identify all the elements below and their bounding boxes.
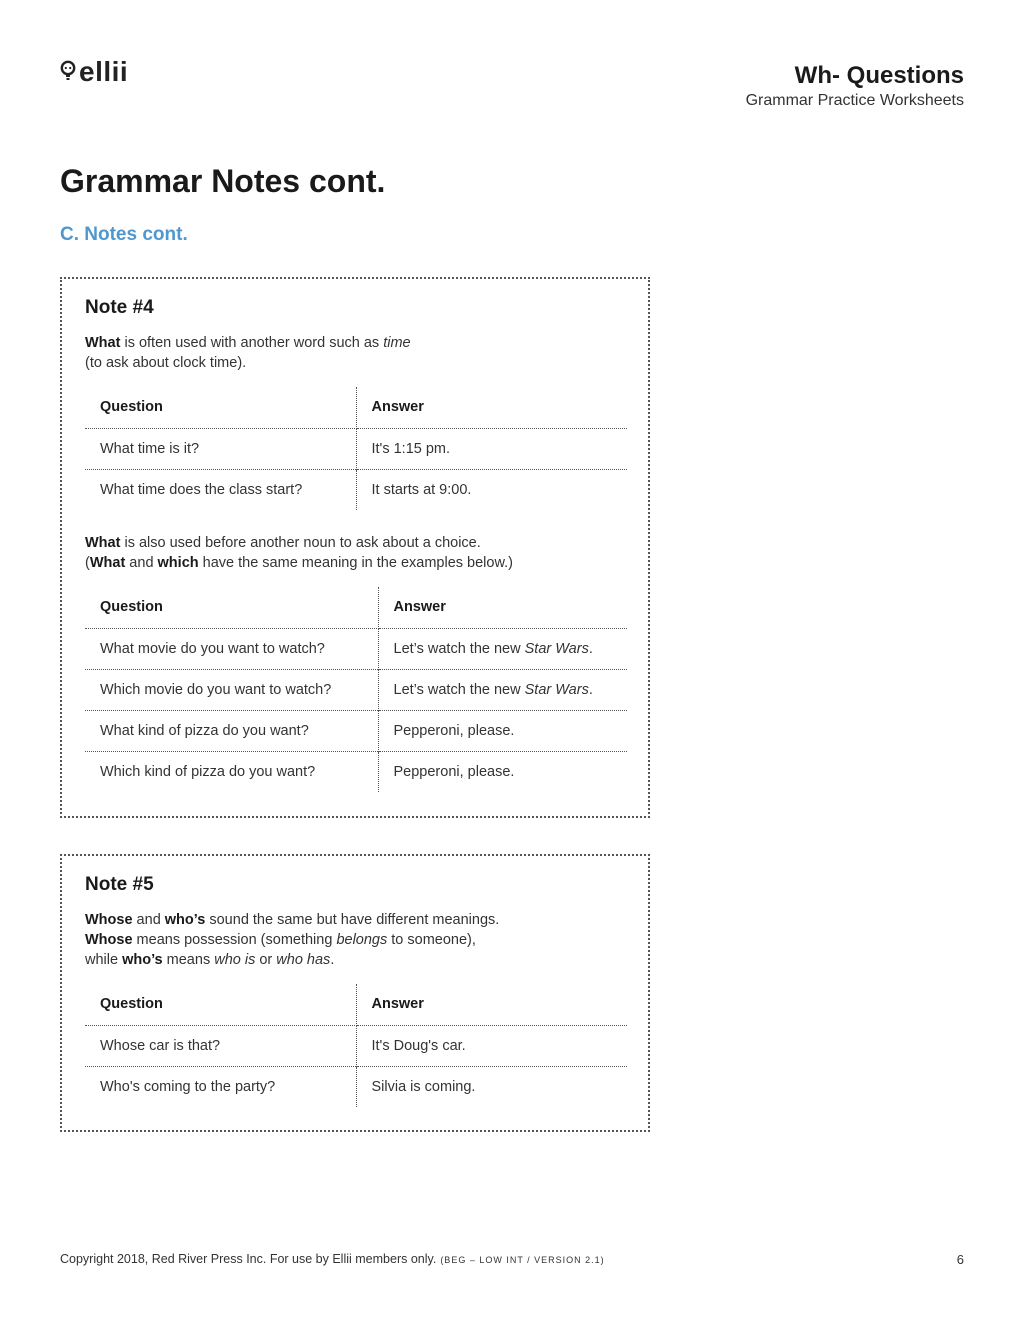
table-header-row	[85, 587, 627, 628]
bold-term: What	[85, 535, 121, 551]
column-header-answer: Answer	[356, 984, 627, 1025]
answer-cell: It starts at 9:00.	[356, 469, 627, 510]
page-number: 6	[956, 1252, 964, 1267]
qa-table	[85, 587, 627, 792]
section-title: C. Notes cont.	[60, 224, 188, 245]
text-run: and	[132, 912, 165, 928]
answer-text: Let’s watch the new	[393, 681, 525, 698]
text-run: (to ask about clock time).	[85, 355, 247, 371]
document-header	[746, 62, 964, 112]
page-title: Grammar Notes cont.	[60, 163, 386, 199]
question-cell: Who's coming to the party?	[85, 1066, 356, 1107]
question-cell: Which kind of pizza do you want?	[85, 751, 378, 792]
question-cell: What time is it?	[85, 428, 356, 469]
bold-term: What	[89, 555, 126, 571]
qa-table	[85, 984, 627, 1107]
text-run: .	[330, 952, 335, 968]
question-cell: Whose car is that?	[85, 1025, 356, 1066]
answer-cell: It's 1:15 pm.	[371, 440, 451, 457]
text-run: to someone),	[387, 932, 476, 948]
logo-text: ellii	[79, 56, 129, 87]
text-run: is also used before another noun to ask about a choice.	[120, 535, 481, 551]
column-header-question: Question	[85, 387, 356, 428]
answer-cell: Pepperoni, please.	[378, 751, 627, 792]
answer-cell: Silvia is coming.	[356, 1066, 627, 1107]
table-row	[85, 751, 627, 792]
version-label: (BEG – LOW INT / VERSION 2.1)	[440, 1255, 605, 1265]
note-title: Note #4	[85, 297, 154, 318]
column-header-question: Question	[85, 587, 378, 628]
table-header-row	[85, 387, 627, 428]
answer-cell	[378, 628, 627, 669]
answer-text: .	[588, 681, 593, 698]
text-run: is often used with another word such as	[120, 335, 384, 351]
italic-term: who has	[276, 952, 331, 968]
bold-term: What	[85, 335, 121, 351]
copyright-text: Copyright 2018, Red River Press Inc. For use by Ellii members only.	[60, 1252, 437, 1266]
column-header-answer: Answer	[378, 587, 627, 628]
text-run: have the same meaning in the examples below.)	[198, 555, 513, 571]
qa-table	[85, 387, 627, 510]
bold-term: which	[157, 555, 199, 571]
text-run: (	[85, 555, 90, 571]
bold-term: who’s	[164, 912, 206, 928]
table-row	[85, 710, 627, 751]
note-paragraph	[85, 533, 625, 573]
text-run: and	[125, 555, 158, 571]
footer-copyright	[60, 1252, 605, 1266]
answer-cell: It's Doug's car.	[371, 1037, 466, 1054]
column-header-answer: Answer	[356, 387, 627, 428]
table-header-row	[85, 984, 627, 1025]
answer-text: .	[588, 640, 593, 657]
table-row	[85, 469, 627, 510]
table-row	[85, 628, 627, 669]
worksheet-subtitle: Grammar Practice Worksheets	[745, 92, 964, 109]
table-row	[85, 669, 627, 710]
table-row	[85, 1025, 627, 1066]
bold-term: Whose	[85, 912, 133, 928]
note-4-box	[60, 277, 650, 818]
note-title: Note #5	[85, 874, 154, 895]
table-row	[85, 1066, 627, 1107]
text-run: while	[85, 952, 123, 968]
question-cell: What kind of pizza do you want?	[85, 710, 378, 751]
ellii-logo	[60, 58, 128, 86]
answer-cell	[378, 669, 627, 710]
text-run: means	[162, 952, 215, 968]
answer-text: Let’s watch the new	[393, 640, 525, 657]
text-run: means possession (something	[132, 932, 337, 948]
text-run: or	[255, 952, 277, 968]
worksheet-title: Wh- Questions	[794, 62, 964, 89]
movie-title: Star Wars	[524, 640, 589, 657]
question-cell: What time does the class start?	[85, 469, 356, 510]
note-paragraph	[85, 333, 625, 373]
italic-term: belongs	[336, 932, 388, 948]
italic-term: who is	[214, 952, 256, 968]
bold-term: who’s	[122, 952, 163, 968]
italic-term: time	[383, 335, 411, 351]
bold-term: Whose	[85, 932, 133, 948]
movie-title: Star Wars	[524, 681, 589, 698]
table-row	[85, 428, 627, 469]
lightbulb-icon	[60, 60, 76, 84]
note-paragraph	[85, 910, 625, 970]
note-5-box	[60, 854, 650, 1132]
question-cell: Which movie do you want to watch?	[85, 669, 378, 710]
question-cell: What movie do you want to watch?	[85, 628, 378, 669]
text-run: sound the same but have different meanings.	[205, 912, 500, 928]
answer-cell: Pepperoni, please.	[378, 710, 627, 751]
column-header-question: Question	[85, 984, 356, 1025]
